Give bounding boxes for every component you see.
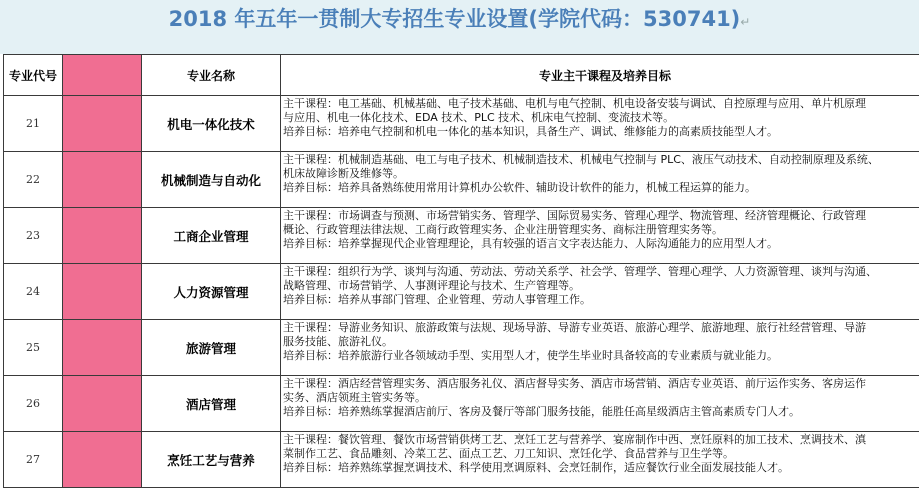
header-code: 专业代号 <box>4 55 63 96</box>
major-code: 27 <box>4 432 63 488</box>
table-row <box>4 96 919 152</box>
course-line: 主干课程：机械制造基础、电工与电子技术、机械制造技术、机械电气控制与 PLC、液压气动技术、自动控制原理及系统、 <box>283 153 879 166</box>
table-row <box>4 320 919 376</box>
course-line: 主干课程：导游业务知识、旅游政策与法规、现场导游、导游专业英语、旅游心理学、旅游地理、旅行社经营管理、导游 <box>283 321 866 334</box>
goal-line: 培养目标：培养具备熟练使用常用计算机办公软件、辅助设计软件的能力，机械工程运算的能力。 <box>283 181 756 194</box>
major-name: 工商企业管理 <box>142 208 281 264</box>
pink-cell <box>63 432 142 488</box>
major-description <box>281 264 919 320</box>
course-line: 与应用、机电一体化技术、EDA 技术、PLC 技术、机床电气控制、变流技术等。 <box>283 111 675 124</box>
pink-cell <box>63 376 142 432</box>
page-title <box>0 0 919 40</box>
course-line: 概论、行政管理法律法规、工商行政管理实务、企业注册管理实务、商标注册管理实务等。 <box>283 223 723 236</box>
major-name: 机械制造与自动化 <box>142 152 281 208</box>
major-description <box>281 96 919 152</box>
table-header-row <box>4 55 919 96</box>
goal-line: 培养目标：培养熟练掌握烹调技术、科学使用烹调原料、会烹饪制作，适应餐饮行业全面发展技能人才。 <box>283 461 789 474</box>
major-code: 22 <box>4 152 63 208</box>
major-description <box>281 152 919 208</box>
header-name: 专业名称 <box>142 55 281 96</box>
goal-line: 培养目标：培养电气控制和机电一体化的基本知识，具备生产、调试、维修能力的高素质技能型人才。 <box>283 125 778 138</box>
major-description <box>281 376 919 432</box>
major-code: 25 <box>4 320 63 376</box>
pink-cell <box>63 96 142 152</box>
goal-line: 培养目标：培养旅游行业各领域动手型、实用型人才，使学生毕业时具备较高的专业素质与就业能力。 <box>283 349 778 362</box>
major-name: 酒店管理 <box>142 376 281 432</box>
major-code: 23 <box>4 208 63 264</box>
pink-cell <box>63 208 142 264</box>
table-row <box>4 208 919 264</box>
course-line: 主干课程：电工基础、机械基础、电子技术基础、电机与电气控制、机电设备安装与调试、自控原理与应用、单片机原理 <box>283 97 866 110</box>
major-description <box>281 432 919 488</box>
major-name: 机电一体化技术 <box>142 96 281 152</box>
course-line: 服务技能、旅游礼仪。 <box>283 335 393 348</box>
pink-cell <box>63 320 142 376</box>
major-table-container <box>0 54 919 489</box>
goal-line: 培养目标：培养熟练掌握酒店前厅、客房及餐厅等部门服务技能，能胜任高星级酒店主管高素质专门人才。 <box>283 405 800 418</box>
goal-line: 培养目标：培养从事部门管理、企业管理、劳动人事管理工作。 <box>283 293 591 306</box>
header-blank <box>63 55 142 96</box>
paragraph-mark-icon: ↵ <box>740 15 751 29</box>
course-line: 主干课程：酒店经营管理实务、酒店服务礼仪、酒店督导实务、酒店市场营销、酒店专业英语、前厅运作实务、客房运作 <box>283 377 866 390</box>
table-row <box>4 264 919 320</box>
course-line: 主干课程：市场调查与预测、市场营销实务、管理学、国际贸易实务、管理心理学、物流管理、经济管理概论、行政管理 <box>283 209 866 222</box>
table-row <box>4 152 919 208</box>
course-line: 机床故障诊断及维修等。 <box>283 167 404 180</box>
table-row <box>4 376 919 432</box>
course-line: 主干课程：组织行为学、谈判与沟通、劳动法、劳动关系学、社会学、管理学、管理心理学、人力资源管理、谈判与沟通、 <box>283 265 877 278</box>
major-description <box>281 208 919 264</box>
header-courses: 专业主干课程及培养目标 <box>281 55 919 96</box>
pink-cell <box>63 264 142 320</box>
course-line: 战略管理、市场营销学、人事测评理论与技术、生产管理等。 <box>283 279 580 292</box>
major-name: 人力资源管理 <box>142 264 281 320</box>
major-name: 烹饪工艺与营养 <box>142 432 281 488</box>
pink-cell <box>63 152 142 208</box>
course-line: 菜制作工艺、食品雕刻、冷菜工艺、面点工艺、刀工知识、烹饪化学、食品营养与卫生学等。 <box>283 447 734 460</box>
course-line: 主干课程：餐饮管理、餐饮市场营销供烤工艺、烹饪工艺与营养学、宴席制作中西、烹饪原料的加工技术、烹调技术、滇 <box>283 433 866 446</box>
table-row <box>4 432 919 488</box>
major-code: 24 <box>4 264 63 320</box>
page-title-text: 2018 年五年一贯制大专招生专业设置(学院代码：530741) <box>168 7 741 31</box>
major-description <box>281 320 919 376</box>
goal-line: 培养目标：培养掌握现代企业管理理论，具有较强的语言文字表达能力、人际沟通能力的应用型人才。 <box>283 237 778 250</box>
major-name: 旅游管理 <box>142 320 281 376</box>
major-table <box>3 54 919 488</box>
course-line: 实务、酒店领班主管实务等。 <box>283 391 426 404</box>
major-code: 26 <box>4 376 63 432</box>
major-code: 21 <box>4 96 63 152</box>
